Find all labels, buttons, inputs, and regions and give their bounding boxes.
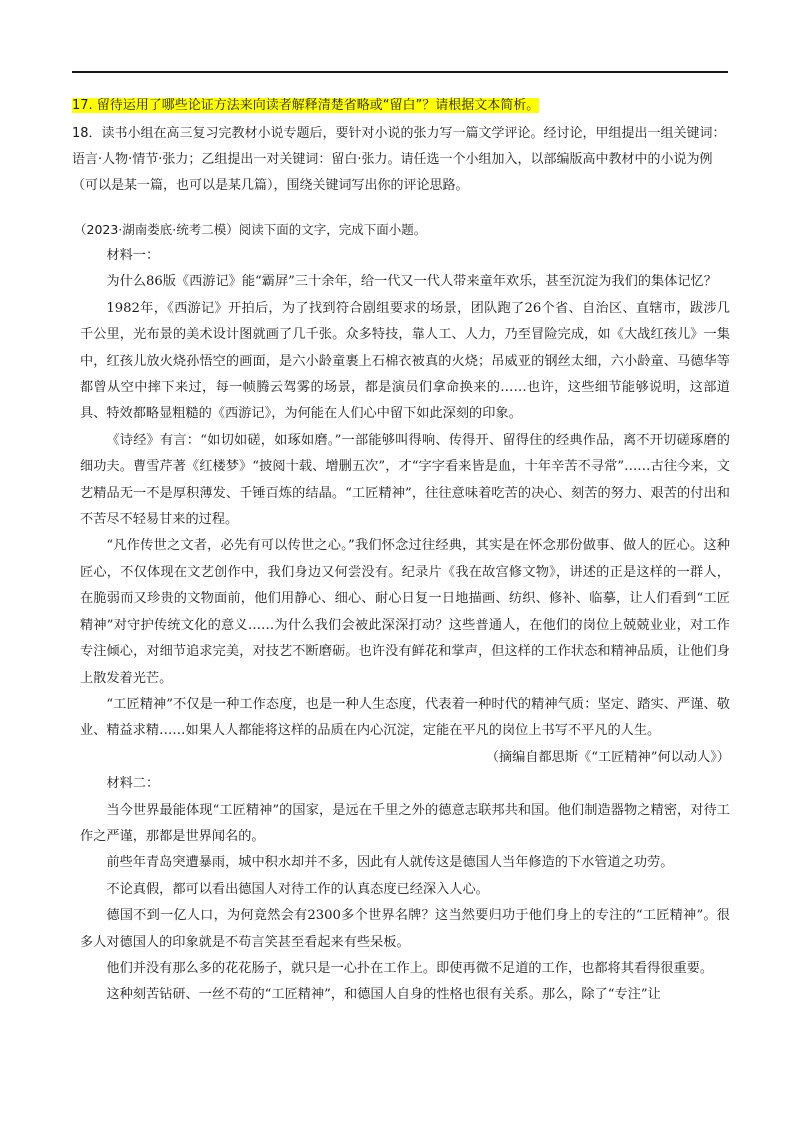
source-line: （2023·湖南娄底·统考二模）阅读下面的文字，完成下面小题。 bbox=[74, 222, 427, 237]
header-rule bbox=[72, 71, 728, 73]
material1-paragraph: “凡作传世之文者，必先有可以传世之心。”我们怀念过往经典，其实是在怀念那份做事、做人的匠心。这种匠心，不仅体现在文艺创作中，我们身边又何尝没有。纪录片《我在故宫修文物》，讲述的正是这样的一群人，在脆弱而又珍贵的文物面前，他们用静心、细心、耐心日复一日地描画、纺织、修补、临摹，让人们看到“工匠精神”对守护传统文化的意义……为什么我们会被此深深打动？这些普通人，在他们的岗位上兢兢业业，对工作专注倾心，对细节追求完美，对技艺不断磨砺。也许没有鲜花和掌声，但这样的工作状态和精神品质，让他们身上散发着光芒。 bbox=[80, 538, 730, 686]
material1-paragraph: 《诗经》有言：“如切如磋，如琢如磨。”一部能够叫得响、传得开、留得住的经典作品，离不开切磋琢磨的细功夫。曹雪芹著《红楼梦》“披阅十载、增删五次”，才“字字看来皆是血，十年辛苦不寻常”……古往今来，文艺精品无一不是厚积薄发、千锤百炼的结晶。“工匠精神”，往往意味着吃苦的决心、刻苦的努力、艰苦的付出和不苦尽不轻易甘来的过程。 bbox=[80, 432, 730, 528]
question-17-text: 17. 留待运用了哪些论证方法来向读者解释清楚省略或“留白”？请根据文本简析。 bbox=[72, 98, 540, 113]
material2-paragraph: 不论真假，都可以看出德国人对待工作的认真态度已经深入人心。 bbox=[106, 881, 489, 897]
material2-paragraph: 这种刻苦钻研、一丝不苟的“工匠精神”，和德国人自身的性格也很有关系。那么，除了“专注”让 bbox=[106, 987, 661, 1003]
material1-heading: 材料一： bbox=[106, 248, 160, 263]
material2-paragraph: 当今世界最能体现“工匠精神”的国家，是远在千里之外的德意志联邦共和国。他们制造器物之精密，对待工作之严谨，那都是世界闻名的。 bbox=[80, 802, 730, 844]
material1-credit: （摘编自都思斯《“工匠精神”何以动人》） bbox=[485, 749, 730, 765]
material2-paragraph: 德国不到一亿人口，为何竟然会有2300多个世界名牌？这当然要归功于他们身上的专注的“工匠精神”。很多人对德国人的印象就是不苟言笑甚至看起来有些呆板。 bbox=[80, 908, 730, 950]
material1-paragraph: 1982年，《西游记》开拍后，为了找到符合剧组要求的场景，团队跑了26个省、自治区、直辖市，跋涉几千公里，光布景的美术设计图就画了几千张。众多特技，靠人工、人力，乃至冒险完成，如《大战红孩儿》一集中，红孩儿放火烧孙悟空的画面，是六小龄童裹上石棉衣被真的火烧；吊威亚的钢丝太细，六小龄童、马德华等都曾从空中摔下来过，每一帧腾云驾雾的场景，都是演员们拿命换来的……也许，这些细节能够说明，这部道具、特效都略显粗糙的《西游记》，为何能在人们心中留下如此深刻的印象。 bbox=[80, 300, 730, 422]
material1-paragraph: “工匠精神”不仅是一种工作态度，也是一种人生态度，代表着一种时代的精神气质：坚定、踏实、严谨、敬业、精益求精……如果人人都能将这样的品质在内心沉淀，定能在平凡的岗位上书写不平凡的人生。 bbox=[80, 696, 730, 739]
reading-passage bbox=[80, 243, 730, 1009]
question-18: 18．读书小组在高三复习完教材小说专题后，要针对小说的张力写一篇文学评论。经讨论，甲组提出一组关键词：语言·人物·情节·张力；乙组提出一对关键词：留白·张力。请任选一个小组加入，以部编版高中教材中的小说为例（可以是某一篇，也可以是某几篇），围绕关键词写出你的评论思路。 bbox=[72, 126, 726, 193]
material2-heading: 材料二： bbox=[106, 776, 160, 792]
material2-paragraph: 他们并没有那么多的花花肠子，就只是一心扑在工作上。即使再微不足道的工作，也都将其看得很重要。 bbox=[106, 960, 714, 976]
material1-paragraph: 为什么86版《西游记》能“霸屏”三十余年，给一代又一代人带来童年欢乐，甚至沉淀为我们的集体记忆？ bbox=[106, 274, 717, 290]
material2-paragraph: 前些年青岛突遭暴雨，城中积水却并不多，因此有人就传这是德国人当年修造的下水管道之功劳。 bbox=[106, 855, 674, 871]
question-17 bbox=[72, 93, 732, 119]
